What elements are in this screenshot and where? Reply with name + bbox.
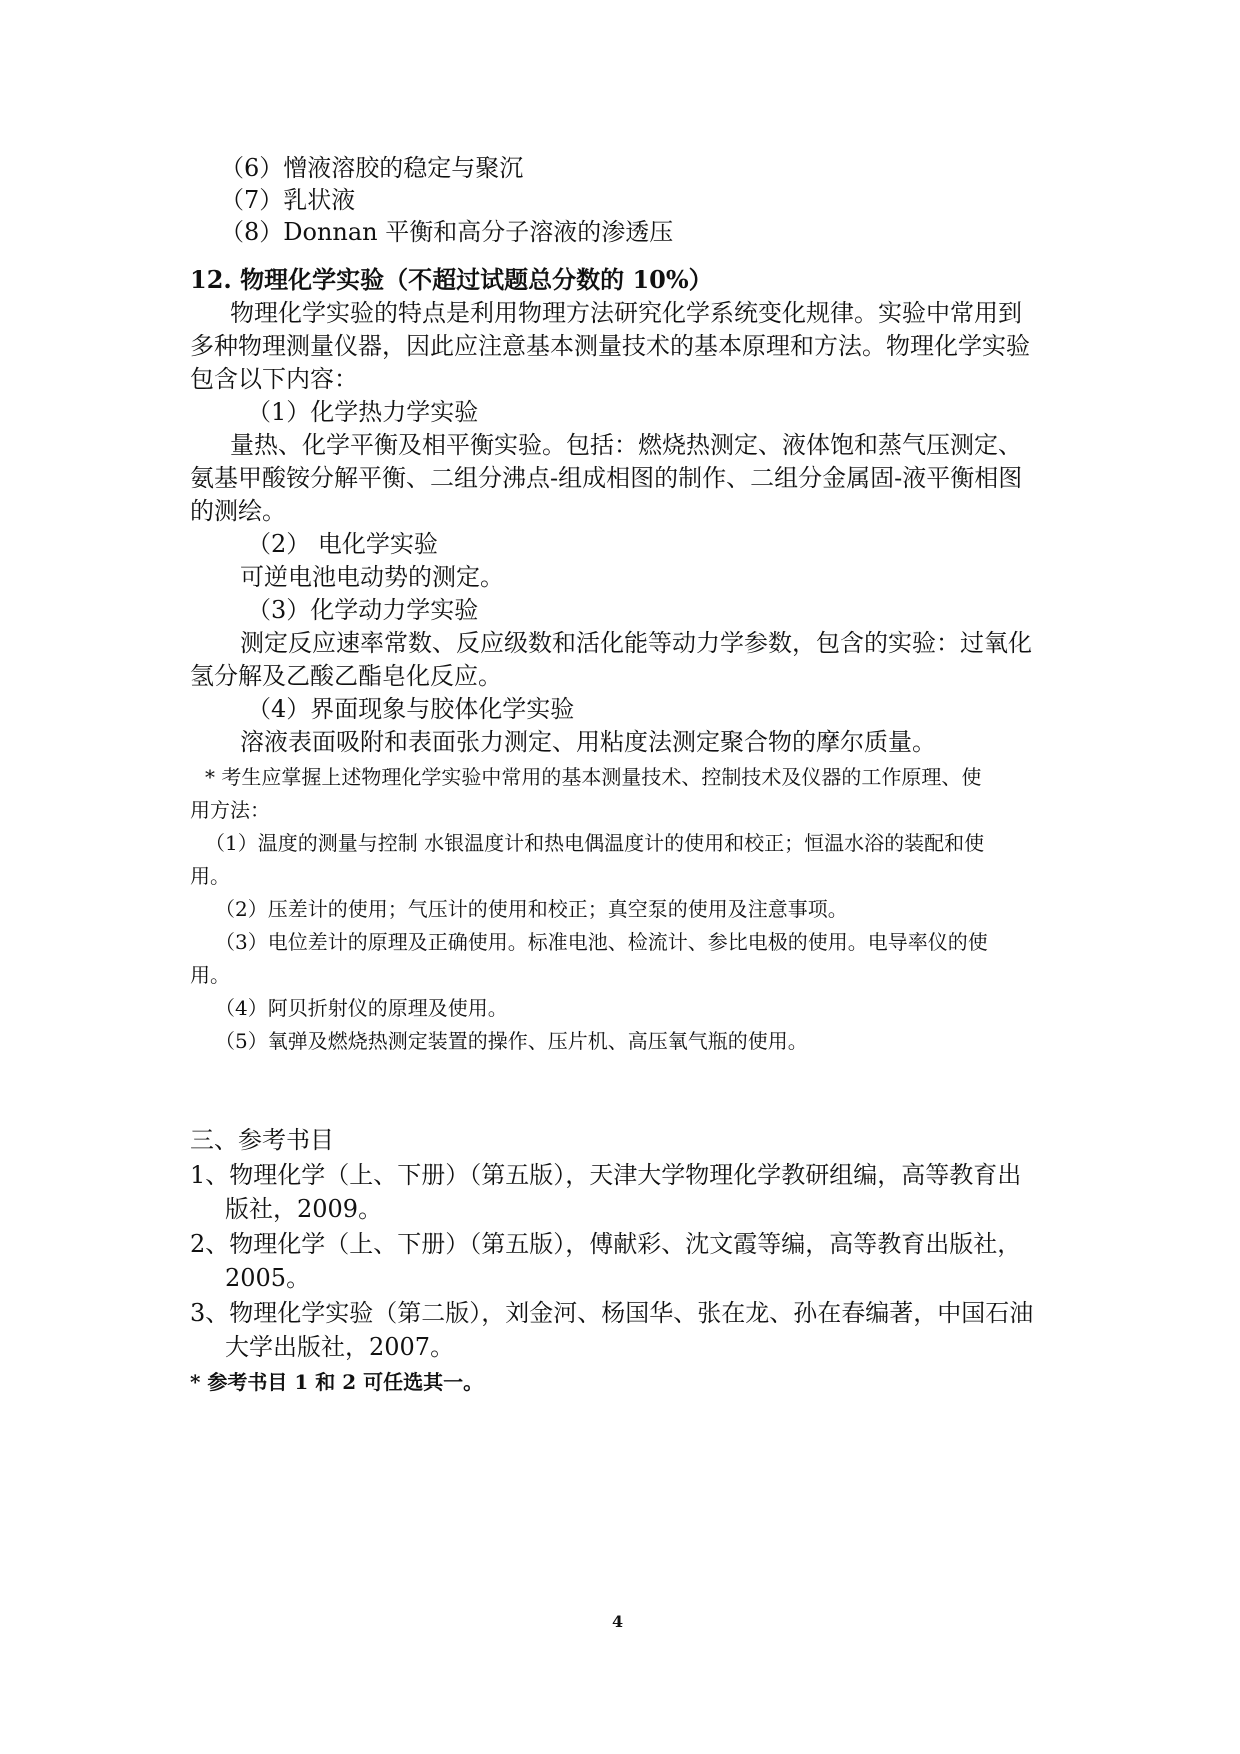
reference-line: 大学出版社，2007。: [225, 1333, 455, 1361]
paragraph-line: 量热、化学平衡及相平衡实验。包括：燃烧热测定、液体饱和蒸气压测定、: [230, 431, 1022, 459]
list-item: （7）乳状液: [220, 186, 356, 214]
paragraph-line: 的测绘。: [190, 497, 286, 525]
skill-line: 用。: [190, 864, 230, 888]
reference-line: 2、物理化学（上、下册）（第五版），傅献彩、沈文霞等编，高等教育出版社，: [190, 1230, 1022, 1258]
subsection-title: （1）化学热力学实验: [247, 398, 479, 426]
list-item: （8）Donnan 平衡和高分子溶液的渗透压: [220, 218, 674, 246]
subsection-title: （3）化学动力学实验: [247, 596, 479, 624]
skill-line: （4）阿贝折射仪的原理及使用。: [215, 996, 508, 1020]
paragraph-line: 溶液表面吸附和表面张力测定、用粘度法测定聚合物的摩尔质量。: [240, 728, 936, 756]
subsection-title: （4）界面现象与胶体化学实验: [247, 695, 575, 723]
subsection-title: （2） 电化学实验: [247, 530, 438, 558]
paragraph-line: 氢分解及乙酸乙酯皂化反应。: [190, 662, 502, 690]
note-line: * 考生应掌握上述物理化学实验中常用的基本测量技术、控制技术及仪器的工作原理、使: [205, 765, 982, 789]
reference-footnote: * 参考书目 1 和 2 可任选其一。: [190, 1370, 484, 1394]
section-heading: 12. 物理化学实验（不超过试题总分数的 10%）: [190, 265, 713, 294]
page-number: 4: [612, 1612, 624, 1631]
paragraph-line: 测定反应速率常数、反应级数和活化能等动力学参数，包含的实验：过氧化: [240, 629, 1032, 657]
paragraph-line: 多种物理测量仪器，因此应注意基本测量技术的基本原理和方法。物理化学实验: [190, 332, 1030, 360]
paragraph-line: 氨基甲酸铵分解平衡、二组分沸点-组成相图的制作、二组分金属固-液平衡相图: [190, 464, 1023, 492]
skill-line: （1）温度的测量与控制 水银温度计和热电偶温度计的使用和校正；恒温水浴的装配和使: [205, 831, 985, 855]
paragraph-line: 物理化学实验的特点是利用物理方法研究化学系统变化规律。实验中常用到: [230, 299, 1022, 327]
paragraph-line: 可逆电池电动势的测定。: [240, 563, 504, 591]
reference-line: 2005。: [225, 1264, 311, 1292]
skill-line: （5）氧弹及燃烧热测定装置的操作、压片机、高压氧气瓶的使用。: [215, 1029, 808, 1053]
skill-line: （2）压差计的使用；气压计的使用和校正；真空泵的使用及注意事项。: [215, 897, 848, 921]
note-line: 用方法：: [190, 798, 270, 822]
reference-line: 1、物理化学（上、下册）（第五版），天津大学物理化学教研组编，高等教育出: [190, 1161, 1022, 1189]
skill-line: （3）电位差计的原理及正确使用。标准电池、检流计、参比电极的使用。电导率仪的使: [215, 930, 988, 954]
list-item: （6）憎液溶胶的稳定与聚沉: [220, 154, 524, 182]
reference-line: 3、物理化学实验（第二版），刘金河、杨国华、张在龙、孙在春编著，中国石油: [190, 1299, 1034, 1327]
reference-line: 版社，2009。: [225, 1195, 383, 1223]
paragraph-line: 包含以下内容：: [190, 365, 358, 393]
references-heading: 三、参考书目: [190, 1126, 334, 1154]
skill-line: 用。: [190, 963, 230, 987]
